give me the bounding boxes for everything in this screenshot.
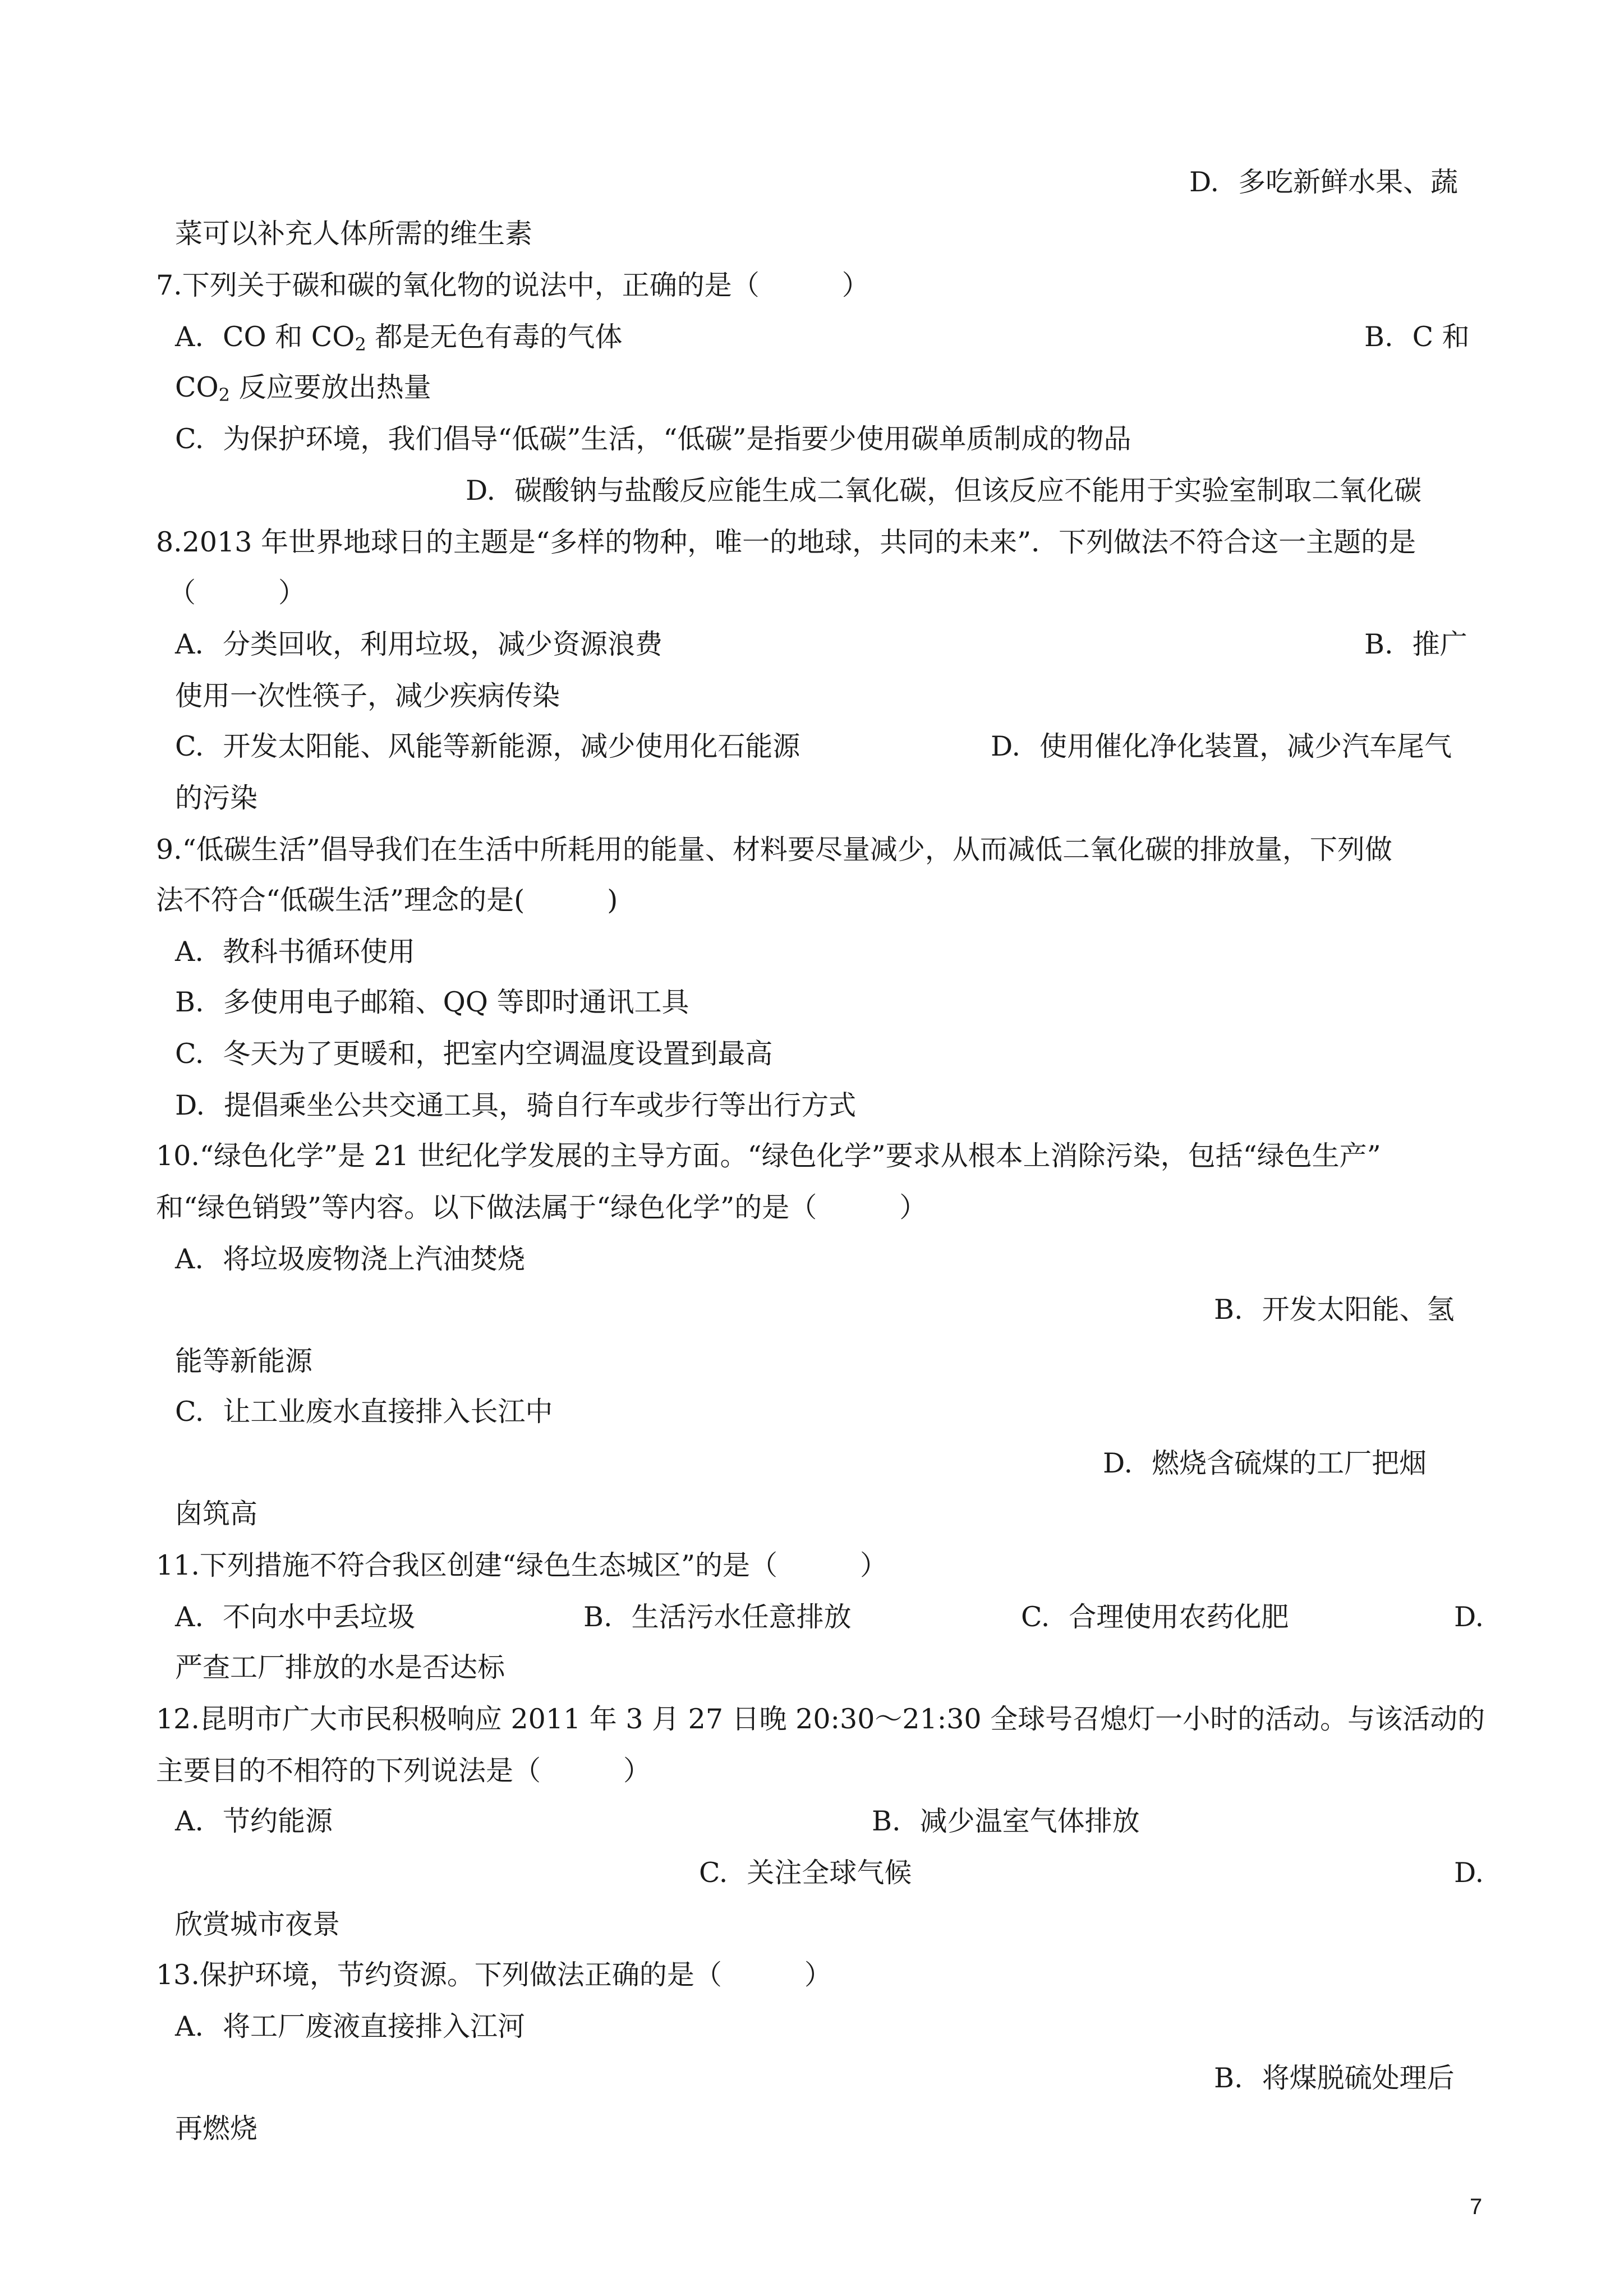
option-label: B. (175, 986, 204, 1018)
q10-option-b-continuation: 能等新能源 (175, 1345, 313, 1377)
option-label: A. (175, 936, 204, 968)
option-label: B. (1364, 321, 1393, 353)
q7-stem: 7.下列关于碳和碳的氧化物的说法中，正确的是（ ） (156, 269, 869, 301)
q12-stem: 12.昆明市广大市民积极响应 2011 年 3 月 27 日晚 20:30～21:30 全球号召熄灯一小时的活动。与该活动的 (156, 1703, 1485, 1735)
q8-stem: 8.2013 年世界地球日的主题是“多样的物种，唯一的地球，共同的未来”．下列做法不符合这一主题的是 (156, 526, 1416, 558)
q9-option-b: B. 多使用电子邮箱、QQ 等即时通讯工具 (175, 986, 689, 1018)
q13-option-a: A. 将工厂废液直接排入江河 (175, 2010, 525, 2042)
q13-stem: 13.保护环境，节约资源。下列做法正确的是（ ） (156, 1959, 832, 1991)
option-label: A. (175, 1601, 204, 1633)
q12-stem-continuation: 主要目的不相符的下列说法是（ ） (156, 1755, 651, 1787)
option-label: B. (1364, 628, 1393, 660)
option-label: A. (175, 321, 204, 353)
q11-stem: 11.下列措施不符合我区创建“绿色生态城区”的是（ ） (156, 1549, 888, 1581)
option-label: A. (175, 1243, 204, 1275)
q8-option-a: A. 分类回收，利用垃圾，减少资源浪费 (175, 628, 663, 660)
option-label: C. (175, 730, 204, 762)
option-label: D. (466, 475, 496, 507)
q9-option-d: D. 提倡乘坐公共交通工具，骑自行车或步行等出行方式 (175, 1089, 857, 1121)
q10-option-d-continuation: 囱筑高 (175, 1498, 258, 1530)
q11-option-c: C. 合理使用农药化肥 (1021, 1601, 1289, 1633)
option-label: A. (175, 2010, 204, 2042)
q10-option-a: A. 将垃圾废物浇上汽油焚烧 (175, 1243, 525, 1275)
q6-option-d-continuation: 菜可以补充人体所需的维生素 (175, 218, 533, 250)
q10-option-d: D. 燃烧含硫煤的工厂把烟 (1103, 1447, 1427, 1479)
q7-option-b: B. C 和 (1364, 321, 1470, 353)
q10-stem: 10.“绿色化学”是 21 世纪化学发展的主导方面。“绿色化学”要求从根本上消除污染，包括“绿色生产” (156, 1140, 1381, 1172)
q10-stem-continuation: 和“绿色销毁”等内容。以下做法属于“绿色化学”的是（ ） (156, 1191, 927, 1223)
q12-option-d-continuation: 欣赏城市夜景 (175, 1908, 341, 1940)
option-label: B. (872, 1805, 901, 1837)
q8-option-c: C. 开发太阳能、风能等新能源，减少使用化石能源 (175, 730, 801, 762)
option-label: C. (1021, 1601, 1050, 1633)
q9-stem-continuation: 法不符合“低碳生活”理念的是( ) (156, 884, 618, 916)
option-label: A. (175, 628, 204, 660)
option-label: D. (1189, 166, 1220, 198)
option-label: B. (1214, 2062, 1243, 2094)
q8-option-b-continuation: 使用一次性筷子，减少疾病传染 (175, 680, 560, 712)
q12-option-c: C. 关注全球气候 (699, 1857, 912, 1889)
q10-option-c: C. 让工业废水直接排入长江中 (175, 1396, 553, 1428)
q11-option-b: B. 生活污水任意排放 (583, 1601, 852, 1633)
q8-option-b: B. 推广 (1364, 628, 1467, 660)
option-label: D. (1454, 1601, 1484, 1633)
option-label: D. (175, 1089, 205, 1121)
q9-option-a: A. 教科书循环使用 (175, 936, 415, 968)
option-label: B. (1214, 1294, 1243, 1326)
q8-stem-continuation: （ ） (168, 577, 306, 609)
q7-option-d: D. 碳酸钠与盐酸反应能生成二氧化碳，但该反应不能用于实验室制取二氧化碳 (466, 475, 1422, 507)
q9-option-c: C. 冬天为了更暖和，把室内空调温度设置到最高 (175, 1038, 773, 1070)
option-text: 多吃新鲜水果、蔬 (1238, 166, 1459, 198)
q7-option-a: A. CO 和 $CO_2$ 都是无色有毒的气体 (175, 321, 623, 355)
q8-option-d-continuation: 的污染 (175, 782, 258, 814)
q7-option-b-continuation: $CO_2$ 反应要放出热量 (175, 371, 431, 406)
q11-option-d-continuation: 严查工厂排放的水是否达标 (175, 1651, 505, 1683)
q12-option-b: B. 减少温室气体排放 (872, 1805, 1140, 1837)
option-label: C. (175, 1038, 204, 1070)
q8-option-d: D. 使用催化净化装置，减少汽车尾气 (991, 730, 1452, 762)
q6-option-d (1189, 165, 1458, 200)
option-label: C. (175, 1396, 204, 1428)
q9-stem: 9.“低碳生活”倡导我们在生活中所耗用的能量、材料要尽量减少，从而减低二氧化碳的排放量，下列做 (156, 834, 1392, 866)
q12-option-d (1454, 1856, 1484, 1890)
option-label: C. (699, 1857, 728, 1889)
q10-option-b: B. 开发太阳能、氢 (1214, 1294, 1455, 1326)
option-label: D. (1103, 1447, 1133, 1479)
q13-option-b: B. 将煤脱硫处理后 (1214, 2062, 1455, 2094)
option-label: D. (991, 730, 1021, 762)
option-label: B. (583, 1601, 613, 1633)
q11-option-a: A. 不向水中丢垃圾 (175, 1601, 415, 1633)
option-label: C. (175, 423, 204, 455)
option-label: D. (1454, 1857, 1484, 1889)
q11-option-d (1454, 1600, 1484, 1635)
page-number: 7 (1470, 2194, 1483, 2219)
q13-option-b-continuation: 再燃烧 (175, 2113, 258, 2145)
q7-option-c: C. 为保护环境，我们倡导“低碳”生活，“低碳”是指要少使用碳单质制成的物品 (175, 423, 1131, 455)
q12-option-a: A. 节约能源 (175, 1805, 333, 1837)
option-label: A. (175, 1805, 204, 1837)
